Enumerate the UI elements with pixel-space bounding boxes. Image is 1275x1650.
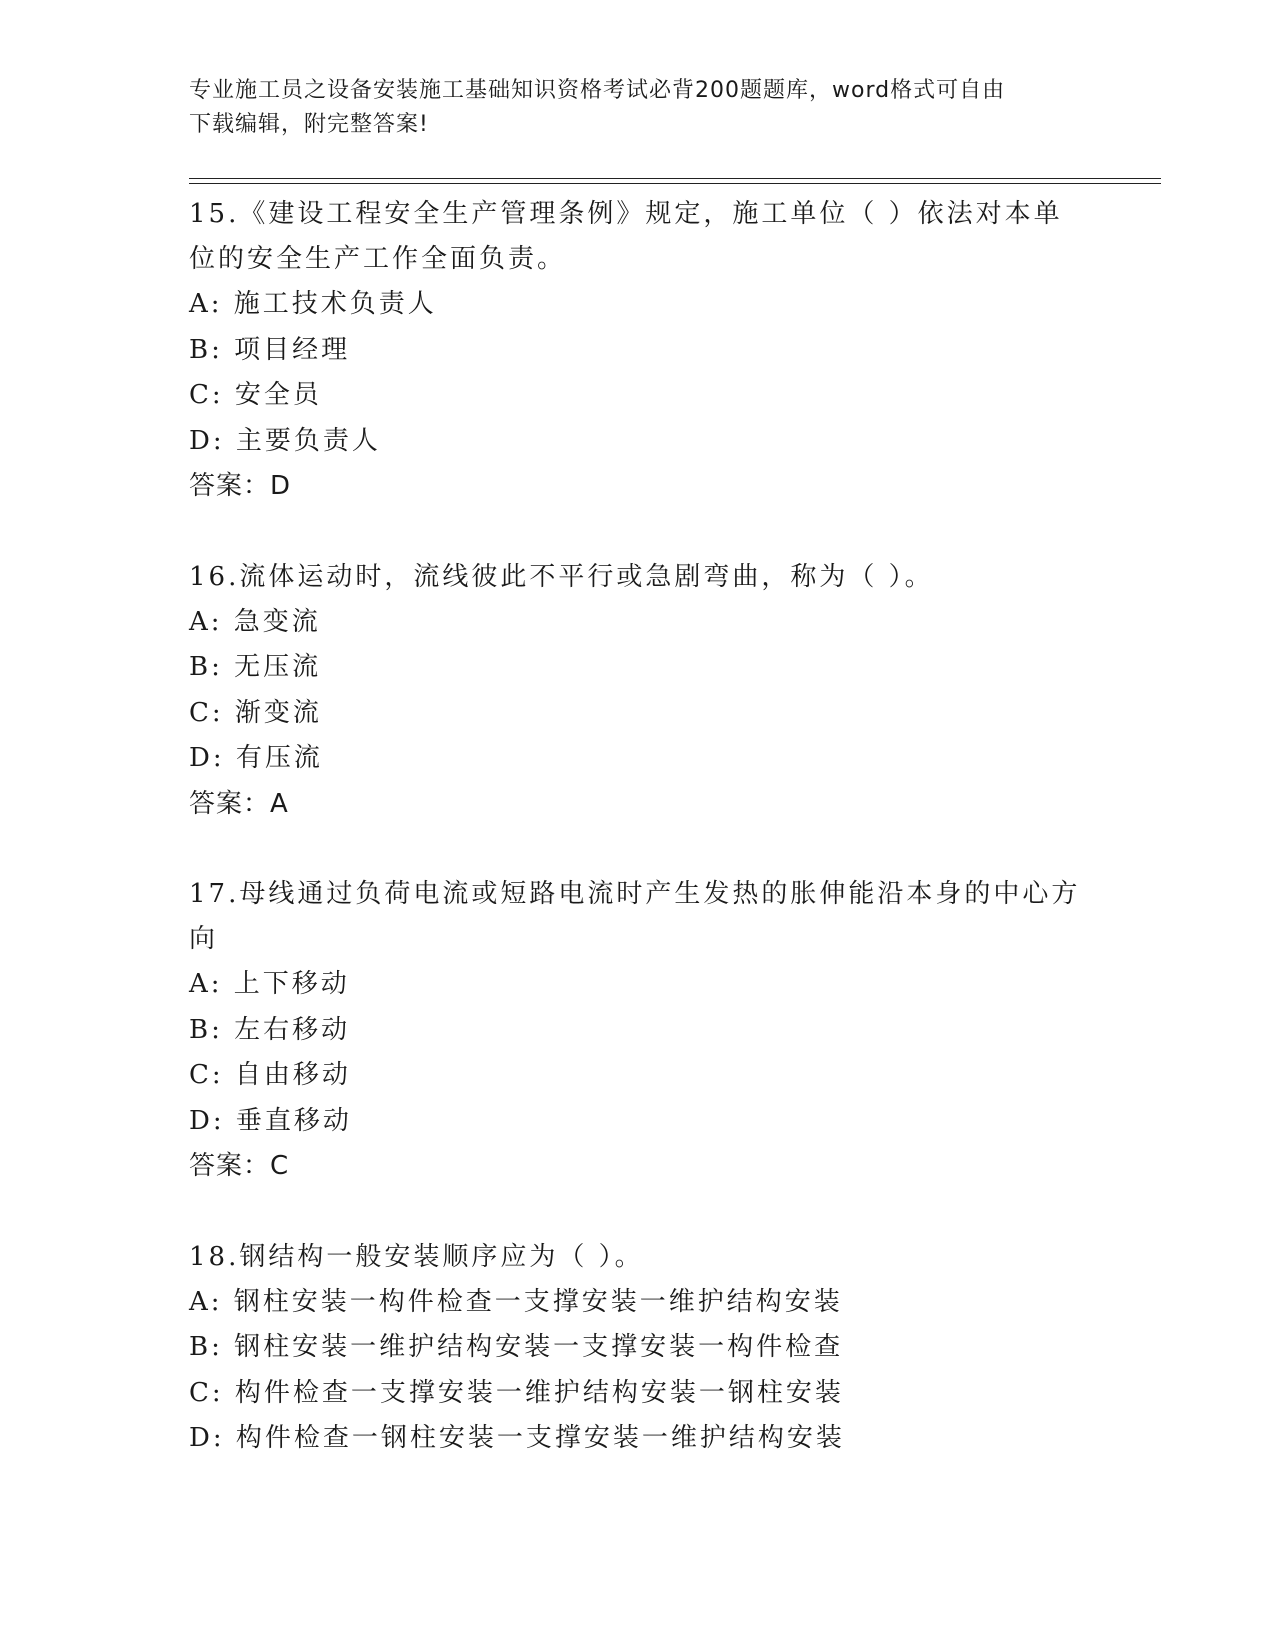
question-text: 18.钢结构一般安装顺序应为（ ）。	[189, 1241, 644, 1272]
option-d: D: 有压流	[189, 743, 323, 773]
question-17	[189, 872, 1109, 1190]
answer: 答案：D	[189, 471, 292, 501]
option-c: C: 渐变流	[189, 697, 322, 728]
option-a: A: 上下移动	[189, 969, 350, 999]
option-c: C: 构件检查一支撑安装一维护结构安装一钢柱安装	[189, 1377, 844, 1408]
question-spacer	[189, 827, 1109, 872]
answer: 答案：A	[189, 788, 289, 819]
header-divider-top	[189, 178, 1161, 179]
question-text: 15.《建设工程安全生产管理条例》规定，施工单位（ ）依法对本单	[189, 199, 1063, 229]
header-divider-bottom	[189, 183, 1161, 184]
question-18	[189, 1235, 1109, 1462]
question-text: 17.母线通过负荷电流或短路电流时产生发热的胀伸能沿本身的中心方	[189, 879, 1081, 909]
answer: 答案：C	[189, 1151, 290, 1181]
header-line-2: 下载编辑，附完整答案!	[189, 112, 429, 137]
question-text-continued: 位的安全生产工作全面负责。	[189, 244, 567, 274]
option-a: A: 施工技术负责人	[189, 289, 437, 319]
option-c: C: 安全员	[189, 380, 322, 410]
question-16	[189, 555, 1109, 828]
question-15	[189, 192, 1109, 510]
option-a: A: 钢柱安装一构件检查一支撑安装一维护结构安装	[189, 1286, 843, 1317]
option-d: D: 垂直移动	[189, 1105, 352, 1136]
option-b: B: 无压流	[189, 652, 322, 682]
option-c: C: 自由移动	[189, 1060, 351, 1090]
document-header	[189, 74, 1089, 142]
option-b: B: 项目经理	[189, 334, 351, 365]
question-text-continued: 向	[189, 924, 219, 954]
option-b: B: 左右移动	[189, 1014, 351, 1045]
question-spacer	[189, 1190, 1109, 1235]
option-b: B: 钢柱安装一维护结构安装一支撑安装一构件检查	[189, 1332, 844, 1362]
option-d: D: 构件检查一钢柱安装一支撑安装一维护结构安装	[189, 1423, 845, 1453]
question-text: 16.流体运动时，流线彼此不平行或急剧弯曲，称为（ ）。	[189, 561, 934, 592]
question-list	[189, 192, 1109, 1462]
option-a: A: 急变流	[189, 606, 321, 637]
option-d: D: 主要负责人	[189, 425, 381, 456]
question-spacer	[189, 510, 1109, 555]
header-line-1: 专业施工员之设备安装施工基础知识资格考试必背200题题库，word格式可自由	[189, 78, 1006, 103]
